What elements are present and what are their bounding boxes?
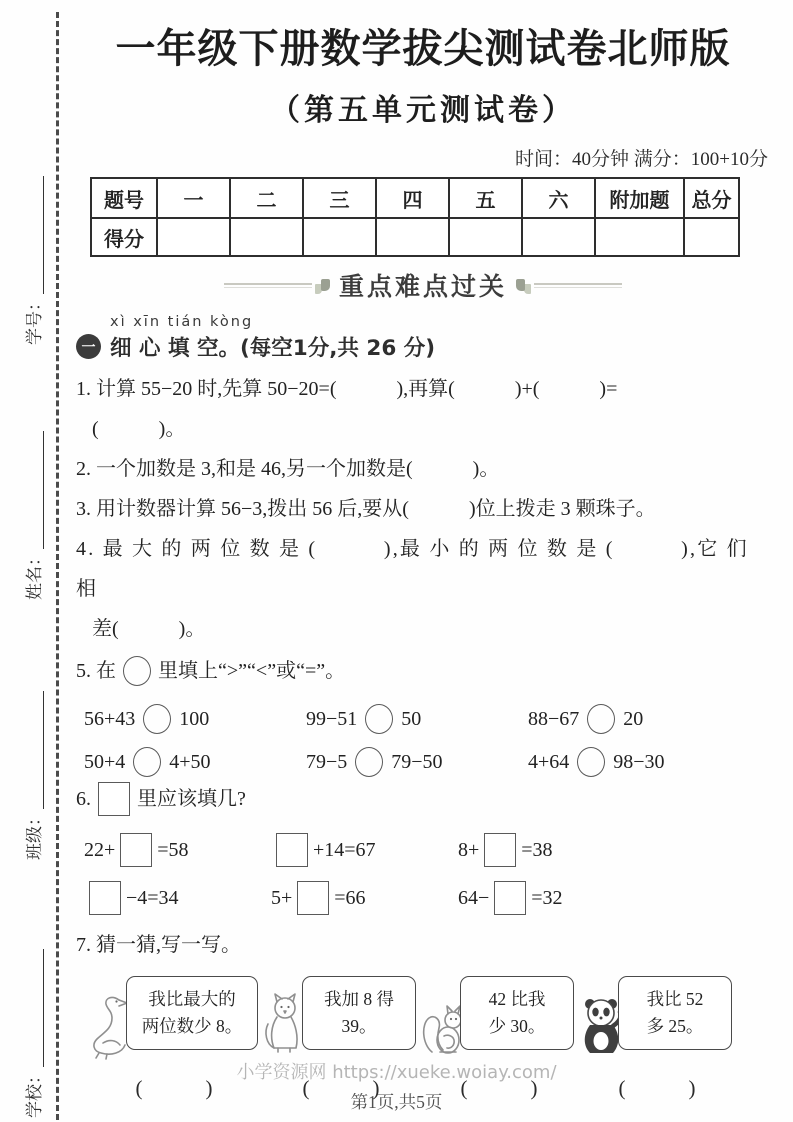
- fill-box-icon: [276, 833, 308, 867]
- comparison-right: 20: [623, 707, 644, 730]
- equation-item: [84, 881, 271, 915]
- footer-page-number: 第1页,共5页: [350, 1092, 443, 1112]
- score-cell: [684, 218, 739, 256]
- answer-blank: ( ): [618, 1076, 696, 1100]
- comparison-item: [84, 704, 306, 734]
- equation-post: =38: [521, 838, 553, 861]
- comparison-item: [528, 704, 750, 734]
- equation-item: [271, 833, 458, 867]
- question-1-line-2: ( )。: [92, 418, 186, 440]
- exam-meta: 时间：40分钟 满分：100+10分: [515, 149, 768, 170]
- banner-title: 重点难点过关: [338, 272, 507, 301]
- question-4-line-2: 差( )。: [92, 618, 206, 640]
- equation-item: [458, 833, 645, 867]
- question-2: 2. 一个加数是 3,和是 46,另一个加数是( )。: [76, 458, 500, 480]
- section-1-header: [72, 314, 774, 362]
- col-header-5: 五: [449, 178, 522, 218]
- equation-post: −4=34: [126, 886, 179, 909]
- name-blank: [26, 431, 44, 549]
- student-id-label: 学号：: [25, 294, 44, 345]
- answer-blank: ( ): [460, 1076, 538, 1100]
- bubble-line: 少 30。: [488, 1016, 546, 1036]
- banner-ornament-left-icon: [321, 279, 330, 291]
- fill-box-icon: [89, 881, 121, 915]
- banner-line-left: [224, 283, 312, 288]
- question-4-line-1: 4. 最 大 的 两 位 数 是 ( ),最 小 的 两 位 数 是 ( ),它 们 相: [76, 538, 749, 600]
- question-6-text: 里应该填几?: [137, 788, 246, 810]
- score-cell: [157, 218, 230, 256]
- bubble-line: 两位数少 8。: [141, 1016, 243, 1036]
- comparison-right: 4+50: [169, 750, 211, 773]
- school-blank: [26, 949, 44, 1067]
- question-6-number: 6.: [76, 788, 91, 810]
- page-title: 一年级下册数学拔尖测试卷北师版: [115, 26, 731, 71]
- equation-item: [458, 881, 645, 915]
- equation-pre: 22+: [84, 838, 116, 861]
- comparison-item: [528, 747, 750, 777]
- banner-line-right: [534, 283, 622, 288]
- comparison-circle-icon: [587, 704, 615, 734]
- student-id-field: [20, 176, 45, 345]
- class-blank: [26, 691, 44, 809]
- equation-post: =66: [334, 886, 366, 909]
- section-1-title: 细 心 填 空。(每空1分,共 26 分): [110, 336, 436, 361]
- page-subtitle: （第五单元测试卷）: [270, 94, 576, 127]
- score-table-header-row: [91, 178, 739, 218]
- seal-dashed-line: [56, 12, 59, 1120]
- fill-box-icon: [98, 782, 130, 816]
- comparison-left: 50+4: [84, 750, 126, 773]
- question-6-intro: [76, 779, 774, 819]
- comparison-right: 79−50: [391, 750, 443, 773]
- comparison-circle-icon: [355, 747, 383, 777]
- question-1-line-1: 1. 计算 55−20 时,先算 50−20=( ),再算( )+( )=: [76, 378, 618, 400]
- equation-item: [271, 881, 458, 915]
- equation-item: [84, 833, 271, 867]
- name-field: [20, 431, 45, 600]
- fill-box-icon: [297, 881, 329, 915]
- section-1-pinyin: xì xīn tián kòng: [110, 314, 254, 330]
- answer-blank: ( ): [135, 1076, 213, 1100]
- question-5-text: 里填上“>”“<”或“=”。: [158, 660, 346, 682]
- comparison-right: 100: [179, 707, 210, 730]
- speech-bubble: [126, 976, 258, 1050]
- section-number-badge: 一: [76, 334, 101, 359]
- answer-blank: ( ): [302, 1076, 380, 1100]
- question-6-row-2: [76, 881, 774, 915]
- comparison-item: [306, 747, 528, 777]
- score-table: [90, 177, 740, 257]
- question-5-intro: [76, 651, 774, 691]
- col-header-bonus: 附加题: [595, 178, 684, 218]
- comparison-circle-icon: [365, 704, 393, 734]
- bubble-line: 多 25。: [646, 1016, 704, 1036]
- col-header-2: 二: [230, 178, 303, 218]
- page-footer: [0, 1058, 793, 1114]
- name-label: 姓名：: [25, 549, 44, 600]
- bubble-line: 我加 8 得 39。: [324, 989, 394, 1036]
- equation-post: =58: [157, 838, 189, 861]
- comparison-circle-icon: [577, 747, 605, 777]
- class-field: [20, 691, 45, 860]
- fill-box-icon: [120, 833, 152, 867]
- question-7-intro: 7. 猜一猜,写一写。: [76, 934, 241, 956]
- score-cell: [595, 218, 684, 256]
- col-header-total: 总分: [684, 178, 739, 218]
- bubble-line: 我比最大的: [148, 989, 236, 1009]
- bubble-line: 42 比我: [488, 989, 546, 1009]
- equation-post: =32: [531, 886, 563, 909]
- question-3: 3. 用计数器计算 56−3,拨出 56 后,要从( )位上拨走 3 颗珠子。: [76, 498, 656, 520]
- comparison-item: [84, 747, 306, 777]
- comparison-left: 56+43: [84, 707, 136, 730]
- fill-box-icon: [494, 881, 526, 915]
- class-label: 班级：: [25, 809, 44, 860]
- comparison-left: 99−51: [306, 707, 358, 730]
- comparison-right: 98−30: [613, 750, 665, 773]
- bubble-line: 我比 52: [646, 989, 704, 1009]
- section-banner: [72, 269, 774, 301]
- question-5-row-2: [76, 747, 774, 777]
- question-list: [72, 369, 774, 1102]
- equation-post: +14=67: [313, 838, 376, 861]
- col-header-4: 四: [376, 178, 449, 218]
- banner-ornament-right-icon: [516, 279, 525, 291]
- comparison-left: 4+64: [528, 750, 570, 773]
- comparison-circle-icon: [133, 747, 161, 777]
- student-id-blank: [26, 176, 44, 294]
- col-header-3: 三: [303, 178, 376, 218]
- score-cell: [230, 218, 303, 256]
- score-cell: [303, 218, 376, 256]
- col-header-timu: 题号: [91, 178, 157, 218]
- col-header-1: 一: [157, 178, 230, 218]
- comparison-left: 79−5: [306, 750, 348, 773]
- score-cell: [522, 218, 595, 256]
- speech-bubble: [460, 976, 574, 1050]
- equation-pre: 8+: [458, 838, 480, 861]
- footer-site-url: 小学资源网 https://xueke.woiay.com/: [236, 1062, 557, 1083]
- question-5-number: 5. 在: [76, 660, 116, 682]
- comparison-right: 50: [401, 707, 422, 730]
- school-label: 学校：: [25, 1067, 44, 1118]
- comparison-left: 88−67: [528, 707, 580, 730]
- score-table-score-row: [91, 218, 739, 256]
- comparison-circle-icon: [123, 656, 151, 686]
- equation-pre: 5+: [271, 886, 293, 909]
- col-header-6: 六: [522, 178, 595, 218]
- comparison-circle-icon: [143, 704, 171, 734]
- speech-bubble: [618, 976, 732, 1050]
- paper-content: [72, 0, 774, 1122]
- score-row-label: 得分: [91, 218, 157, 256]
- score-cell: [376, 218, 449, 256]
- question-5-row-1: [76, 704, 774, 734]
- score-cell: [449, 218, 522, 256]
- equation-pre: 64−: [458, 886, 490, 909]
- comparison-item: [306, 704, 528, 734]
- speech-bubble: [302, 976, 416, 1050]
- fill-box-icon: [484, 833, 516, 867]
- question-6-row-1: [76, 833, 774, 867]
